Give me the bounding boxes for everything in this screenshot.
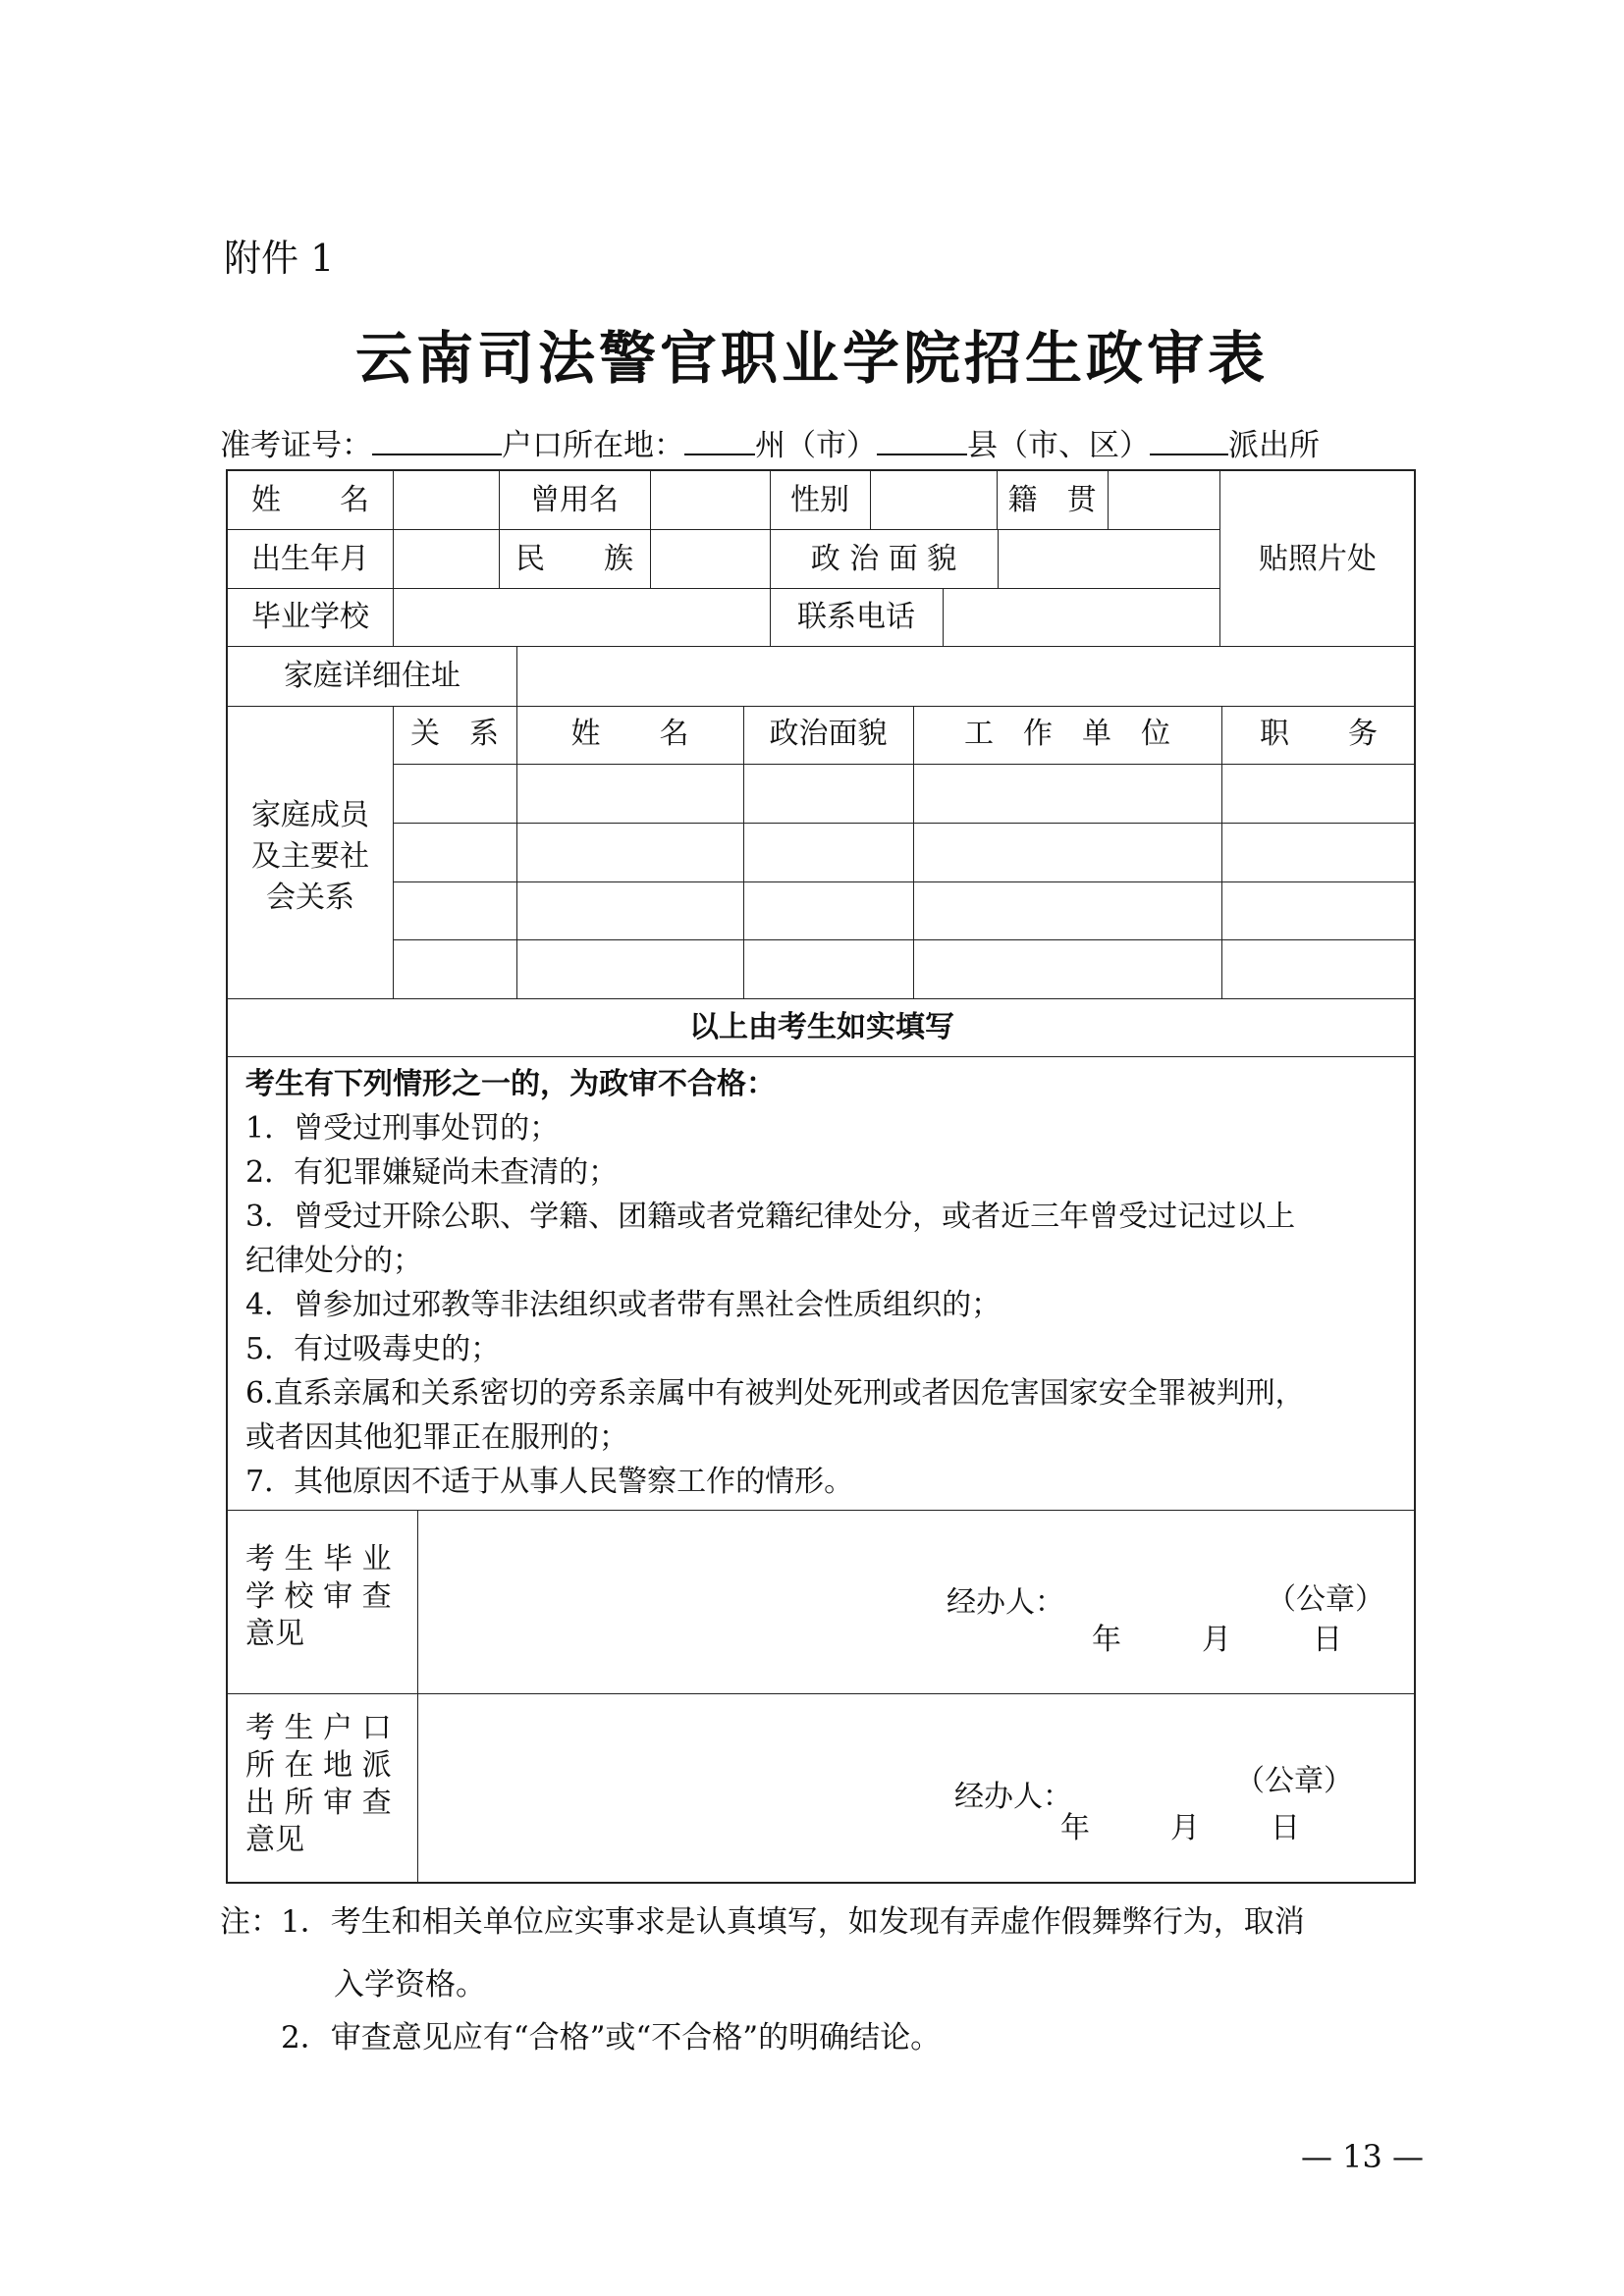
school-year-label: 年: [1092, 1623, 1121, 1657]
name-label: 姓 名: [251, 483, 369, 517]
review-label-line: 意见: [245, 1823, 304, 1857]
school-review-field[interactable]: [429, 1516, 1406, 1687]
county-label: 县（市、区）: [967, 428, 1150, 463]
table-row[interactable]: [401, 832, 1408, 872]
photo-placeholder: 贴照片处: [1259, 542, 1377, 576]
former-name-field[interactable]: [660, 486, 758, 515]
criteria-heading: 考生有下列情形之一的，为政审不合格：: [245, 1067, 776, 1101]
criteria-line: 5．有过吸毒史的；: [245, 1332, 501, 1366]
family-label-line: 会关系: [266, 881, 354, 915]
school-handler-label: 经办人：: [947, 1585, 1064, 1620]
review-label-line: 学 校 审 查: [245, 1579, 392, 1614]
exam-number-field[interactable]: [372, 430, 502, 455]
table-row[interactable]: [401, 949, 1408, 988]
police-year-label: 年: [1060, 1811, 1090, 1845]
registration-line: [220, 420, 1320, 464]
table-row[interactable]: [401, 891, 1408, 931]
criteria-line: 6.直系亲属和关系密切的旁系亲属中有被判处死刑或者因危害国家安全罪被判刑，: [245, 1376, 1305, 1411]
ethnicity-label: 民 族: [515, 542, 633, 576]
native-place-label: 籍 贯: [1007, 483, 1097, 517]
notes-prefix: 注：: [220, 1904, 281, 1940]
political-status-field[interactable]: [1007, 545, 1210, 574]
page-number: — 13 —: [1300, 2138, 1424, 2175]
relation-header: 关 系: [410, 717, 499, 751]
police-month-label: 月: [1170, 1811, 1200, 1845]
review-label-line: 考 生 户 口: [245, 1711, 392, 1745]
phone-label: 联系电话: [797, 600, 915, 634]
school-label: 毕业学校: [251, 600, 369, 634]
school-month-label: 月: [1202, 1623, 1231, 1657]
note-1-line-1: 1．考生和相关单位应实事求是认真填写，如发现有弄虚作假舞弊行为，取消: [281, 1904, 1305, 1940]
phone-field[interactable]: [954, 603, 1210, 632]
native-place-field[interactable]: [1117, 486, 1212, 515]
family-label-line: 家庭成员: [251, 798, 369, 832]
gender-field[interactable]: [880, 486, 988, 515]
county-field[interactable]: [877, 430, 967, 455]
attachment-label: 附件 1: [224, 237, 335, 280]
fill-note: 以上由考生如实填写: [689, 1010, 954, 1044]
position-header: 职 务: [1260, 717, 1378, 751]
criteria-line: 1．曾受过刑事处罚的；: [245, 1111, 560, 1146]
police-station-field[interactable]: [1150, 430, 1228, 455]
member-political-header: 政治面貌: [769, 717, 888, 751]
school-seal-label: （公章）: [1267, 1582, 1384, 1617]
review-label-line: 考 生 毕 业: [245, 1542, 392, 1576]
gender-label: 性别: [790, 483, 849, 517]
birth-field[interactable]: [408, 545, 499, 574]
name-field[interactable]: [408, 486, 499, 515]
prefecture-field[interactable]: [684, 430, 755, 455]
exam-number-label: 准考证号：: [220, 428, 372, 463]
address-label: 家庭详细住址: [284, 659, 460, 693]
police-seal-label: （公章）: [1235, 1764, 1353, 1798]
school-day-label: 日: [1313, 1623, 1342, 1657]
member-name-header: 姓 名: [570, 717, 689, 751]
police-station-label: 派出所: [1228, 428, 1320, 463]
school-field[interactable]: [408, 603, 762, 632]
household-label: 户口所在地：: [502, 428, 684, 463]
political-status-label: 政 治 面 貌: [810, 542, 957, 576]
prefecture-label: 州（市）: [755, 428, 877, 463]
school-review-label: [245, 1541, 392, 1653]
family-label-line: 及主要社: [251, 839, 369, 874]
review-form: [226, 469, 1416, 1884]
police-review-label: [245, 1710, 392, 1859]
criteria-line: 2．有犯罪嫌疑尚未查清的；: [245, 1155, 619, 1190]
review-label-line: 出 所 审 查: [245, 1786, 392, 1820]
note-1-line-2: 入学资格。: [334, 1967, 486, 2002]
police-handler-label: 经办人：: [954, 1780, 1072, 1814]
criteria-line: 纪律处分的；: [245, 1244, 422, 1278]
page-title: 云南司法警官职业学院招生政审表: [354, 325, 1269, 392]
birth-label: 出生年月: [251, 542, 369, 576]
work-unit-header: 工 作 单 位: [964, 717, 1170, 751]
address-field[interactable]: [528, 662, 1408, 691]
criteria-line: 3．曾受过开除公职、学籍、团籍或者党籍纪律处分，或者近三年曾受过记过以上: [245, 1200, 1296, 1234]
former-name-label: 曾用名: [530, 483, 619, 517]
criteria-line: 或者因其他犯罪正在服刑的；: [245, 1420, 628, 1455]
review-label-line: 所 在 地 派: [245, 1748, 392, 1783]
table-row[interactable]: [401, 774, 1408, 813]
criteria-line: 7．其他原因不适于从事人民警察工作的情形。: [245, 1465, 854, 1499]
family-section-label: [228, 795, 393, 919]
police-day-label: 日: [1271, 1811, 1300, 1845]
criteria-line: 4．曾参加过邪教等非法组织或者带有黑社会性质组织的；: [245, 1288, 1001, 1322]
review-label-line: 意见: [245, 1617, 304, 1651]
note-2: 2．审查意见应有“合格”或“不合格”的明确结论。: [281, 2020, 942, 2056]
ethnicity-field[interactable]: [660, 545, 758, 574]
